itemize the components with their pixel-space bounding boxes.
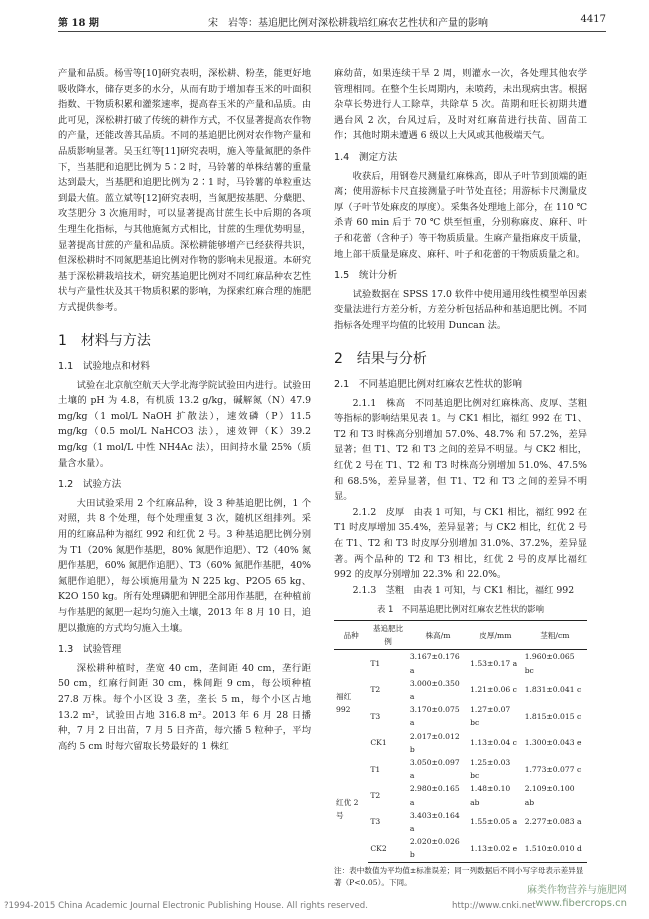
watermark xyxy=(527,884,627,910)
table-cell: 2.020±0.026 b xyxy=(408,835,468,862)
table-cell: T2 xyxy=(370,791,381,801)
table-row xyxy=(334,703,587,729)
table-cell: T3 xyxy=(370,817,381,827)
left-column xyxy=(58,66,311,754)
table-cell: 2.980±0.165 a xyxy=(409,784,460,807)
col-header-height: 株高/m xyxy=(408,621,468,650)
table-cell: 3.403±0.164 a xyxy=(409,810,460,834)
table-row xyxy=(334,782,587,808)
section-1-1-heading: 1.1 试验地点和材料 xyxy=(58,361,151,373)
table-cell: 3.170±0.075 a xyxy=(409,705,460,728)
continued-paragraph: 麻幼苗，如果连续干旱 2 周，则灌水一次，各处理其他农学管理相同。在整个生长周期内，未喷药，未出现病虫害。根据杂草长势进行人工除草，共除草 5 次。苗期和旺长初期共遭遇台风 2 次，台风过后，及时对红麻苗进行扶苗、固苗工作；其他时期未遭遇 6 级以上大风或其他极端天气。 xyxy=(334,68,587,142)
watermark-line-1: 麻类作物营养与施肥网 xyxy=(527,885,627,896)
section-1-2-text: 大田试验采用 2 个红麻品种，设 3 种基追肥比例，1 个对照，共 8 个处理，每个处理重复 3 次，随机区组排列。采用的红麻品种为福红 992 和红优 2 号。3 种基追肥比例分别为 T1（20% 氮肥作基肥，80% 氮肥作追肥）、T2（40% 氮肥作基肥，60% 氮肥作追肥）、T3（60% 氮肥作基肥，40% 氮肥作追肥），每公顷施用量为 N 225 kg、P2O5 65 kg、K2O 150 kg。所有处理磷肥和钾肥全部用作基肥，在种植前与作基肥的氮肥一起均匀施入土壤，2013 年 8 月 10 日，追肥以撒施的方式均匀施入土壤。 xyxy=(58,497,311,634)
table-cell: 2.109±0.100 ab xyxy=(524,784,575,807)
section-1-4-heading: 1.4 测定方法 xyxy=(334,151,398,163)
source-url[interactable]: http://www.cnki.net xyxy=(452,901,536,911)
table-header-row xyxy=(334,621,587,650)
table-cell: 1.21±0.06 c xyxy=(470,685,517,695)
running-title: 宋 岩等：基追肥比例对深松耕栽培红麻农艺性状和产量的影响 xyxy=(208,18,488,29)
table-cell: 2.277±0.083 a xyxy=(524,817,582,827)
table-cell: T1 xyxy=(370,659,381,668)
table-cell: 2.017±0.012 b xyxy=(409,731,460,754)
table-cell: T1 xyxy=(370,764,381,774)
table-cell: 1.13±0.02 e xyxy=(468,835,523,862)
table-row xyxy=(334,650,587,677)
table-cell: 1.960±0.065 bc xyxy=(524,652,575,675)
page-number: 4417 xyxy=(580,14,606,25)
table-cell: T2 xyxy=(370,685,381,695)
table-cell: 1.48±0.10 ab xyxy=(470,784,511,807)
table-cell: T3 xyxy=(370,711,381,721)
table-row xyxy=(334,756,587,782)
table-1-note: 注：表中数值为平均值±标准误差；同一列数据后不同小写字母表示差异显著（P<0.05）。下同。 xyxy=(334,865,584,887)
table-cell: 1.13±0.04 c xyxy=(470,738,517,748)
table-cell: 3.000±0.350 a xyxy=(409,678,460,702)
variety-cell: 福红 992 xyxy=(336,692,352,715)
col-header-variety: 品种 xyxy=(334,621,368,650)
watermark-line-2: www.fibercrops.cn xyxy=(535,898,627,909)
intro-paragraph: 产量和品质。杨雪等[10]研究表明，深松耕、粉垄，能更好地吸收降水，储存更多的水分，从而有助于增加春玉米的叶面积指数、干物质积累和灌浆速率，提高春玉米的产量和品质。由此可见，深松耕打破了传统的耕作方式，不仅显著提高农作物的产量，还能改善其品质。不同的基追肥比例对农作物产量和品质影响显著。吴玉红等[11]研究表明，施入等量氮肥的条件下，当基肥和追肥比例为 5∶2 时，马铃薯的单株结薯的重量达到最大，当基肥和追肥比例为 2∶1 时，马铃薯的单粒重达到最大值。蓝立斌等[12]研究表明，当氮肥按基肥、分蘖肥、攻茎肥分 3 次施用时，可以显著提高甘蔗生长中后期的各项生理生化指标，与其他施氮方式相比，甘蔗的生理优势明显，显著提高甘蔗的产量和品质。深松耕能够增产已经获得共识，但深松耕时不同氮肥基追比例对作物的影响未见报道。本研究基于深松耕栽培技术，研究基追肥比例对不同红麻品种农艺性状与产量性状及其干物质积累的影响，为探索红麻合理的施肥方式提供参考。 xyxy=(58,68,311,313)
table-cell: 1.773±0.077 c xyxy=(524,764,582,774)
right-column xyxy=(334,66,587,889)
section-1-5-text: 试验数据在 SPSS 17.0 软件中使用通用线性模型单因素变量法进行方差分析，方差分析包括品种和基追肥比例。不同指标各处理平均值的比较用 Duncan 法。 xyxy=(334,288,587,331)
col-header-bark: 皮厚/mm xyxy=(468,621,523,650)
issue-number: 第 18 期 xyxy=(58,18,99,29)
table-cell: CK2 xyxy=(368,835,407,862)
section-1-3-text: 深松耕种植时，垄宽 40 cm，垄间距 40 cm，垄行距 50 cm，红麻行间距 30 cm，株间距 9 cm，每公顷种植 27.8 万株。每个小区设 3 垄，垄长 5 m，每个小区占地 13.2 m²，试验田占地 316.8 m²。2013 年 6 月 28 日播种，7 月 2 日出苗，7 月 5 日齐苗，每穴播 5 粒种子，平均高约 5 cm 时每穴留取长势最好的 1 株红 xyxy=(58,662,311,752)
table-cell: 3.167±0.176 a xyxy=(409,652,460,675)
section-1-2-heading: 1.2 试验方法 xyxy=(58,479,122,491)
table-1-caption: 表 1 不同基追肥比例对红麻农艺性状的影响 xyxy=(376,604,545,615)
section-1-5-heading: 1.5 统计分析 xyxy=(334,270,398,282)
section-2-1-1-text: 2.1.1 株高 不同基追肥比例对红麻株高、皮厚、茎粗等指标的影响结果见表 1。与 CK1 相比，福红 992 在 T1、T2 和 T3 时株高分别增加 57.0%、48.7% 和 57.2%，差异显著；但 T1、T2 和 T3 之间的差异不明显。与 CK2 相比，红优 2 号在 T1、T2 和 T3 时株高分别增加 51.0%、47.5% 和 68.5%，差异显著，但 T1、T2 和 T3 之间的差异不明显。 xyxy=(334,397,587,503)
table-row xyxy=(334,835,587,862)
section-1-heading: 1 材料与方法 xyxy=(58,332,151,349)
table-cell: 1.53±0.17 a xyxy=(470,659,518,668)
copyright-text: ?1994-2015 China Academic Journal Electronic Publishing House. All rights reserved. xyxy=(4,901,368,911)
section-1-3-heading: 1.3 试验管理 xyxy=(58,644,122,656)
section-1-4-text: 收获后，用钢卷尺测量红麻株高，即从子叶节到顶端的距离；使用游标卡尺直接测量子叶节处直径；用游标卡尺测量皮厚（子叶节处麻皮的厚度）。采集各处理地上部分，在 110 ℃ 杀青 60 min 后于 70 ℃ 烘至恒重，分别称麻皮、麻秆、叶子和花蕾（含种子）等干物质质量。生麻产量指麻皮干质量，地上部干质量是麻皮、麻秆、叶子和花蕾的干物质质量之和。 xyxy=(334,170,587,260)
running-header xyxy=(58,11,606,32)
table-row xyxy=(334,809,587,835)
table-cell: 3.050±0.097 a xyxy=(409,758,460,781)
table-cell: 1.27±0.07 bc xyxy=(470,705,511,728)
table-cell: 1.55±0.05 a xyxy=(470,817,518,827)
variety-cell: 红优 2 号 xyxy=(336,797,359,821)
section-2-1-2-text: 2.1.2 皮厚 由表 1 可知，与 CK1 相比，福红 992 在 T1 时皮厚增加 35.4%，差异显著；与 CK2 相比，红优 2 号在 T1、T2 和 T3 时皮厚分别增加 31.0%、37.2%，差异显著。两个品种的 T2 和 T3 相比，红优 2 号的皮厚比福红 992 的皮厚分别增加 22.3% 和 22.0%。 xyxy=(334,506,587,581)
table-cell: 1.25±0.03 bc xyxy=(470,758,511,781)
section-2-1-heading: 2.1 不同基追肥比例对红麻农艺性状的影响 xyxy=(334,379,522,391)
section-2-heading: 2 结果与分析 xyxy=(334,350,427,367)
table-cell: 1.300±0.043 e xyxy=(524,738,582,748)
section-1-1-text: 试验在北京航空航天大学北海学院试验田内进行。试验田土壤的 pH 为 4.8，有机质 13.2 g/kg，碱解氮（N）47.9 mg/kg（1 mol/L NaOH 扩散法），速效磷（P）11.5 mg/kg（0.5 mol/L NaHCO3 法），速效钾（K）39.2 mg/kg（1 mol/L 中性 NH4Ac 法），田间持水量 25%（质量含水量）。 xyxy=(58,379,311,469)
table-cell: 1.831±0.041 c xyxy=(524,685,582,695)
section-2-1-3-text: 2.1.3 茎粗 由表 1 可知，与 CK1 相比，福红 992 xyxy=(352,584,575,596)
col-header-ratio: 基追肥比例 xyxy=(368,621,407,650)
table-cell: CK1 xyxy=(370,738,387,748)
table-cell: 1.815±0.015 c xyxy=(524,711,582,721)
table-1 xyxy=(334,620,587,863)
table-cell: 1.510±0.010 d xyxy=(523,835,587,862)
table-row xyxy=(334,677,587,703)
col-header-stem: 茎粗/cm xyxy=(523,621,587,650)
table-row xyxy=(334,730,587,756)
